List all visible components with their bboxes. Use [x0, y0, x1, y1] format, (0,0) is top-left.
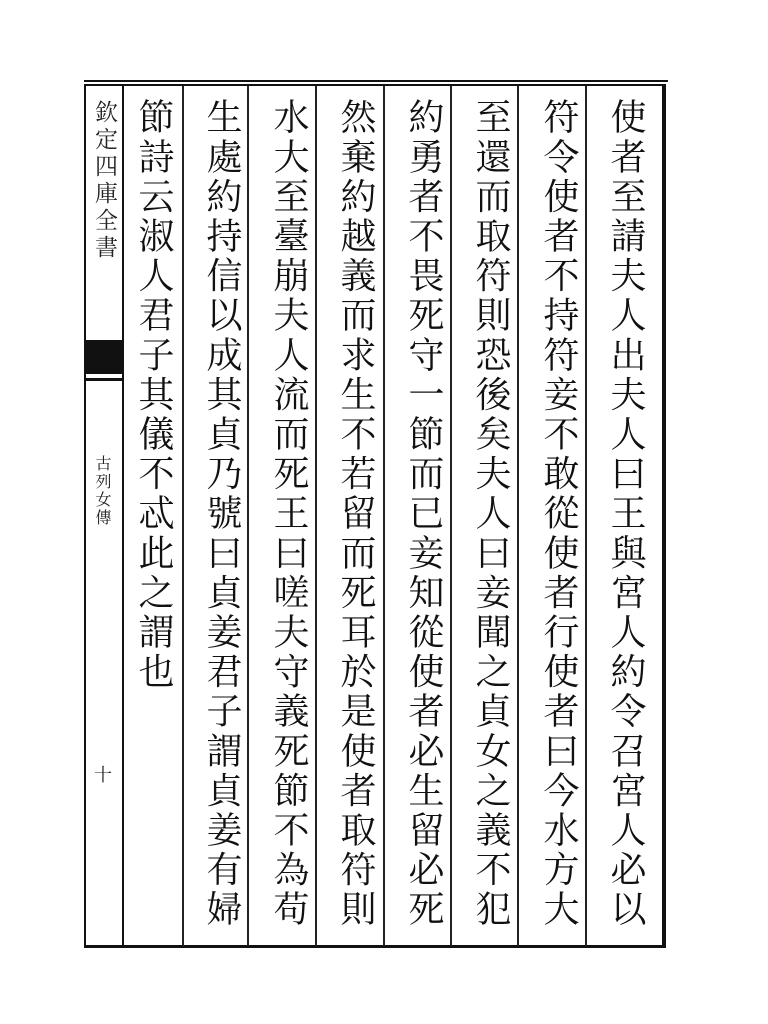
frame-top-rule: [84, 80, 668, 82]
fish-tail-mark: [84, 340, 122, 374]
text-column-6: 水大至臺崩夫人流而死王曰嗟夫守義死節不為苟: [268, 98, 309, 930]
column-rule: [247, 86, 249, 946]
text-column-7: 生處約持信以成其貞乃號曰貞姜君子謂貞姜有婦: [201, 98, 242, 930]
text-column-2: 符令使者不持符妾不敢從使者行使者曰今水方大: [538, 98, 579, 930]
text-column-8: 節詩云淑人君子其儀不忒此之謂也: [133, 98, 174, 692]
text-column-4: 約勇者不畏死守一節而已妾知從使者必生留必死: [403, 98, 444, 930]
column-rule: [182, 86, 184, 946]
text-column-5: 然棄約越義而求生不若留而死耳於是使者取符則: [335, 98, 376, 930]
column-rule: [315, 86, 317, 946]
margin-title: 古列女傳: [93, 455, 112, 527]
fish-tail-rule: [84, 378, 122, 381]
margin-book-name: 欽定四庫全書: [91, 100, 117, 262]
text-column-3: 至還而取符則恐後矣夫人曰妾聞之貞女之義不犯: [470, 98, 511, 930]
text-column-1: 使者至請夫人出夫人曰王與宮人約令召宮人必以: [605, 98, 646, 930]
column-rule: [517, 86, 519, 946]
column-rule: [383, 86, 385, 946]
column-rule: [585, 86, 587, 946]
column-rule: [450, 86, 452, 946]
page-number: 十: [91, 765, 112, 783]
